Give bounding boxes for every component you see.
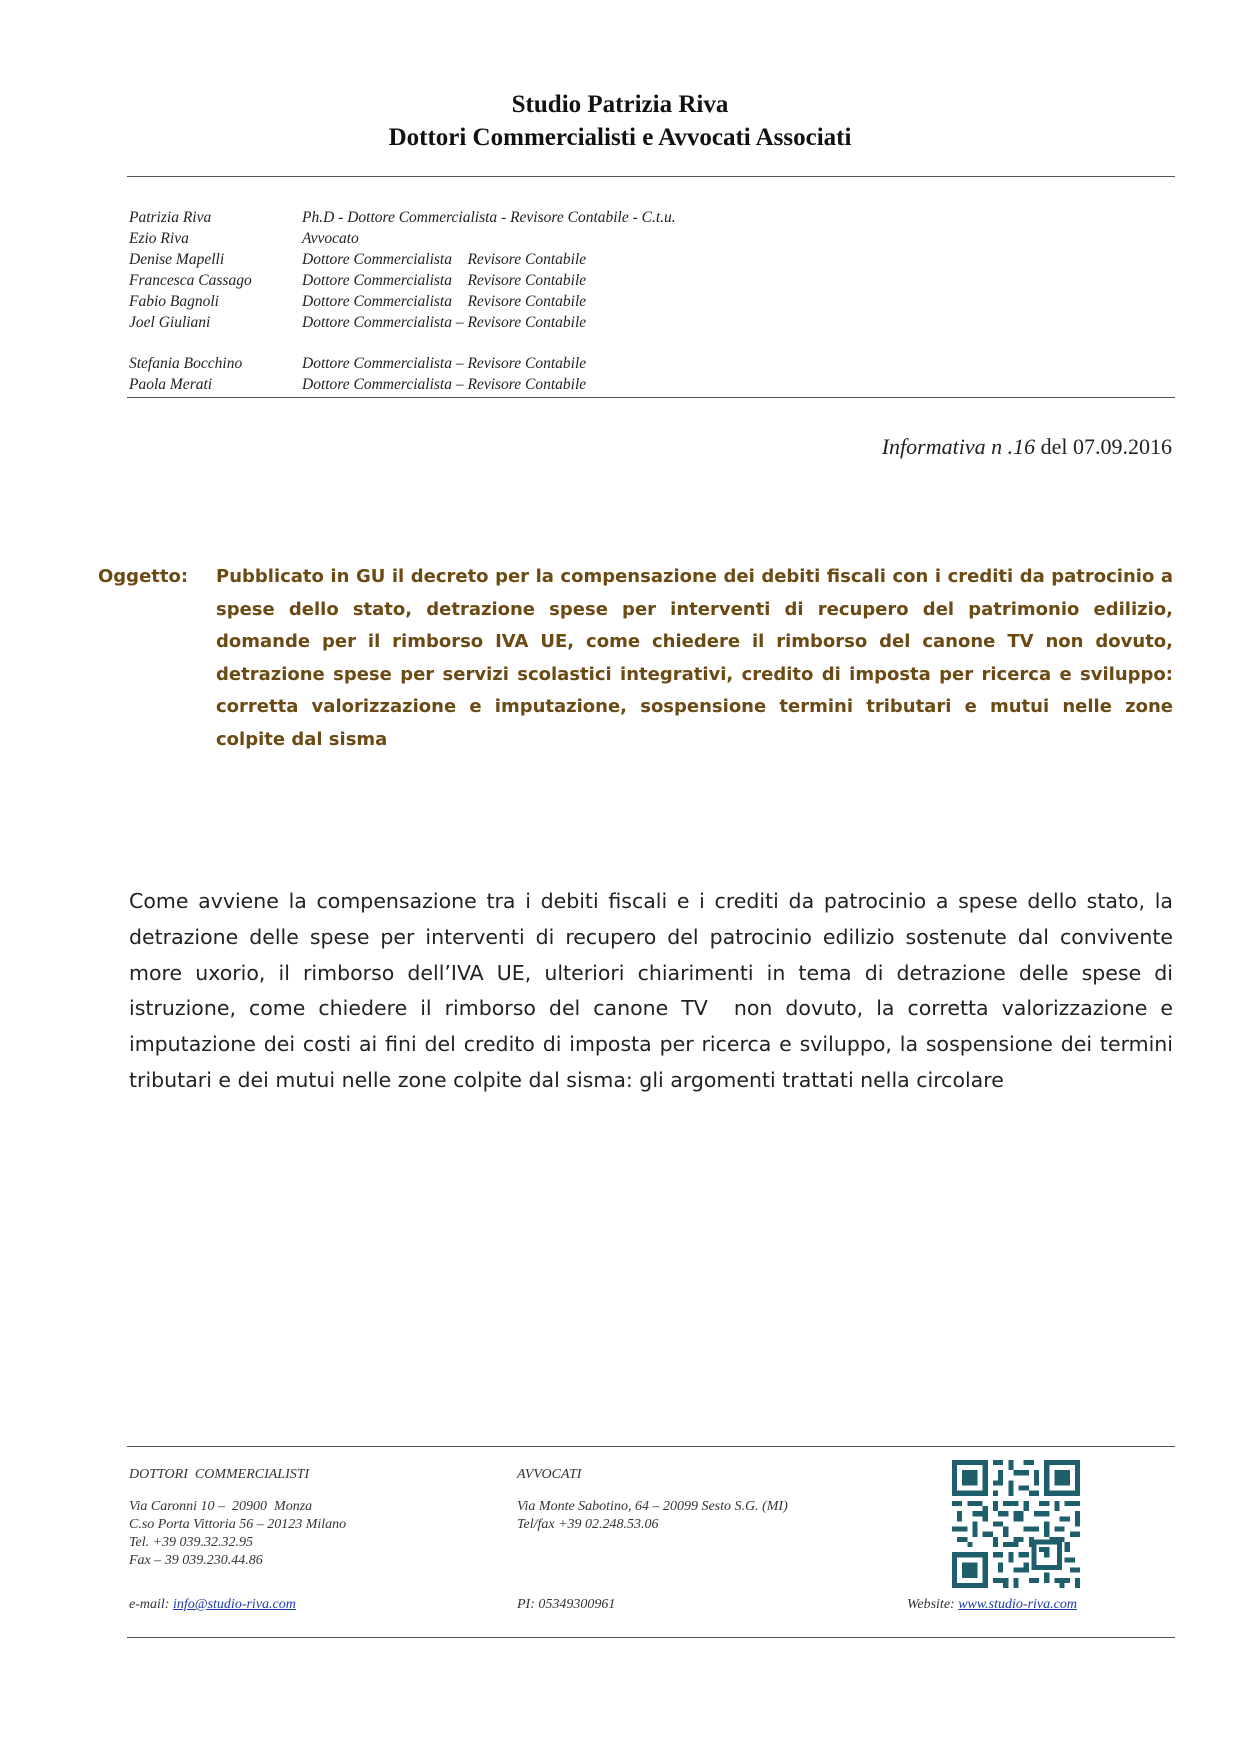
footer-avvocati xyxy=(517,1466,788,1534)
email-label: e-mail: xyxy=(129,1597,170,1612)
staff-name: Joel Giuliani xyxy=(129,314,211,331)
staff-role: Dottore Commercialista – Revisore Contabile xyxy=(302,376,587,393)
staff-name: Paola Merati xyxy=(129,376,213,393)
footer-email xyxy=(129,1596,296,1614)
footer-website xyxy=(907,1596,1077,1614)
footer-phone: Tel/fax +39 02.248.53.06 xyxy=(517,1517,659,1532)
body-paragraph: Come avviene la compensazione tra i debiti fiscali e i crediti da patrocinio a spese dello stato, la detrazione delle spese per interventi di recupero del patrocinio edilizio sostenute dal convivente more uxorio, il rimborso dell’IVA UE, ulteriori chiarimenti in tema di detrazione delle spese di istruzione, come chiedere il rimborso del canone TV non dovuto, la corretta valorizzazione e imputazione dei costi ai fini del credito di imposta per ricerca e sviluppo, la sospensione dei termini tributari e dei mutui nelle zone colpite dal sisma: gli argomenti trattati nella circolare xyxy=(129,889,1180,1092)
informativa-line xyxy=(882,434,1172,460)
staff-name: Stefania Bocchino xyxy=(129,355,243,372)
footer xyxy=(129,1466,1169,1626)
website-label: Website: xyxy=(907,1597,955,1612)
staff-name: Ezio Riva xyxy=(129,230,189,247)
informativa-date: del 07.09.2016 xyxy=(1040,434,1172,459)
footer-top-divider xyxy=(127,1446,1175,1447)
staff-row xyxy=(129,228,1029,249)
footer-phone: Tel. +39 039.32.32.95 xyxy=(129,1535,254,1550)
letterhead-title xyxy=(0,88,1240,154)
qr-code-icon[interactable] xyxy=(952,1460,1080,1588)
firm-subtitle: Dottori Commercialisti e Avvocati Associati xyxy=(388,124,852,151)
website-link[interactable]: www.studio-riva.com xyxy=(958,1597,1077,1612)
staff-role: Avvocato xyxy=(302,230,359,247)
staff-name: Denise Mapelli xyxy=(129,251,225,268)
staff-row xyxy=(129,312,1029,333)
footer-bottom-divider xyxy=(127,1637,1175,1638)
header-divider xyxy=(127,176,1175,177)
staff-name: Francesca Cassago xyxy=(129,272,252,289)
footer-commercialisti xyxy=(129,1466,346,1570)
staff-role: Dottore Commercialista Revisore Contabile xyxy=(302,251,587,268)
footer-address: C.so Porta Vittoria 56 – 20123 Milano xyxy=(129,1517,347,1532)
staff-role: Dottore Commercialista Revisore Contabile xyxy=(302,293,587,310)
footer-heading: DOTTORI COMMERCIALISTI xyxy=(129,1467,310,1482)
staff-row xyxy=(129,353,1029,374)
footer-fax: Fax – 39 039.230.44.86 xyxy=(129,1553,263,1568)
staff-role: Dottore Commercialista – Revisore Contabile xyxy=(302,314,587,331)
staff-role: Ph.D - Dottore Commercialista - Revisore Contabile - C.t.u. xyxy=(302,209,676,226)
staff-role: Dottore Commercialista – Revisore Contabile xyxy=(302,355,587,372)
staff-name: Patrizia Riva xyxy=(129,209,212,226)
email-link[interactable]: info@studio-riva.com xyxy=(172,1597,296,1612)
informativa-number: Informativa n .16 xyxy=(881,434,1036,459)
staff-row xyxy=(129,374,1029,395)
staff-row xyxy=(129,291,1029,312)
staff-list xyxy=(129,207,1029,395)
subject-text: Pubblicato in GU il decreto per la compensazione dei debiti fiscali con i crediti da patrocinio a spese dello stato, detrazione spese per interventi di recupero del patrimonio edilizio, domande per il rimborso IVA UE, come chiedere il rimborso del canone TV non dovuto, detrazione spese per servizi scolastici integrativi, credito di imposta per ricerca e sviluppo: corretta valorizzazione e imputazione, sospensione termini tributari e mutui nelle zone colpite dal sisma xyxy=(216,566,1173,750)
staff-divider xyxy=(127,397,1175,398)
staff-role: Dottore Commercialista Revisore Contabile xyxy=(302,272,587,289)
subject-label: Oggetto: xyxy=(98,566,189,587)
footer-address: Via Monte Sabotino, 64 – 20099 Sesto S.G. (MI) xyxy=(517,1499,788,1514)
footer-address: Via Caronni 10 – 20900 Monza xyxy=(129,1499,313,1514)
subject-block xyxy=(98,561,1173,756)
staff-row xyxy=(129,207,1029,228)
staff-row xyxy=(129,249,1029,270)
footer-heading: AVVOCATI xyxy=(517,1467,582,1482)
staff-row xyxy=(129,270,1029,291)
staff-name: Fabio Bagnoli xyxy=(129,293,219,310)
footer-vat-number: PI: 05349300961 xyxy=(517,1597,616,1612)
firm-name: Studio Patrizia Riva xyxy=(511,91,729,118)
